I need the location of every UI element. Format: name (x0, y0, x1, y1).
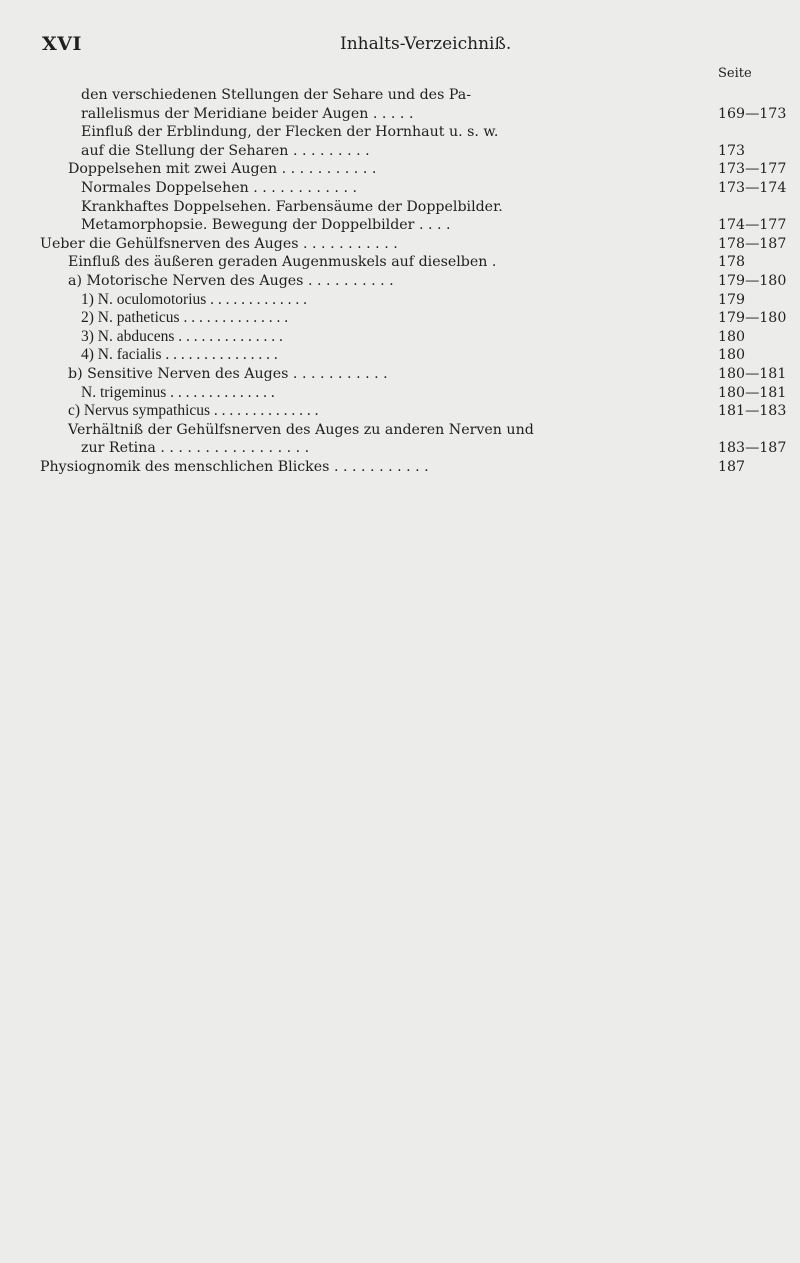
toc-entry-pages: 180 (718, 347, 746, 364)
toc-entry-pages: 180 (718, 328, 746, 345)
toc-entry-pages: 181—183 (718, 403, 787, 420)
toc-entry-text: Einfluß des äußeren geraden Augenmuskels auf dieselben . (68, 254, 497, 271)
toc-entry (40, 142, 770, 161)
toc-entry (40, 328, 770, 347)
toc-entry-pages: 173 (718, 142, 746, 159)
toc-entry-text: den verschiedenen Stellungen der Sehare und des Pa- (81, 87, 472, 103)
toc-entry-pages: 187 (718, 458, 746, 475)
toc-entry-pages: 179—180 (718, 310, 787, 327)
toc-entry-text: 2) N. patheticus . . . . . . . . . . . . . . (81, 309, 289, 327)
table-of-contents (40, 86, 787, 476)
toc-entry-pages: 173—174 (718, 179, 787, 196)
toc-entry-text: 1) N. oculomotorius . . . . . . . . . . . . . (81, 290, 308, 308)
toc-entry-text: Krankhaftes Doppelsehen. Farbensäume der Doppelbilder. (81, 198, 503, 215)
toc-entry-pages: 179 (718, 291, 746, 308)
toc-entry-text: N. trigeminus . . . . . . . . . . . . . . (81, 383, 275, 401)
toc-entry (40, 179, 787, 198)
toc-entry-text: c) Nervus sympathicus . . . . . . . . . . . . . . (68, 402, 319, 420)
toc-entry-text: b) Sensitive Nerven des Auges . . . . . . . . . . . (68, 365, 388, 382)
toc-entry (40, 105, 787, 124)
running-title: Inhalts-Verzeichniß. (340, 34, 512, 54)
toc-entry-pages: 169—173 (718, 105, 787, 122)
toc-entry (40, 253, 770, 272)
toc-entry-text: Doppelsehen mit zwei Augen . . . . . . . . . . . (68, 161, 377, 178)
toc-entry (40, 86, 770, 105)
toc-entry (40, 309, 787, 328)
toc-entry (40, 458, 770, 477)
toc-entry-pages: 178 (718, 254, 746, 271)
toc-entry-pages: 183—187 (718, 440, 787, 457)
toc-entry-text: Physiognomik des menschlichen Blickes . . . . . . . . . . . (40, 458, 429, 475)
toc-entry-text: Metamorphopsie. Bewegung der Doppelbilder . . . . (81, 217, 451, 234)
toc-entry (40, 439, 787, 458)
toc-entry-text: 4) N. facialis . . . . . . . . . . . . . . . (81, 346, 278, 364)
toc-entry-text: Ueber die Gehülfsnerven des Auges . . . . . . . . . . . (40, 235, 398, 252)
toc-entry (40, 402, 787, 421)
toc-entry-text: rallelismus der Meridiane beider Augen . . . . . (81, 105, 414, 122)
toc-entry-text: 3) N. abducens . . . . . . . . . . . . . . (81, 327, 283, 345)
toc-entry-pages: 173—177 (718, 161, 787, 178)
toc-entry-text: a) Motorische Nerven des Auges . . . . . . . . . . (68, 272, 394, 289)
toc-entry (40, 160, 787, 179)
toc-entry-pages: 174—177 (718, 217, 787, 234)
toc-entry (40, 198, 770, 217)
toc-entry-pages: 180—181 (718, 384, 787, 401)
toc-entry (40, 272, 787, 291)
toc-entry (40, 383, 787, 403)
toc-entry-text: Normales Doppelsehen . . . . . . . . . . . . (81, 179, 357, 196)
toc-entry-text: zur Retina . . . . . . . . . . . . . . . . . (81, 440, 310, 457)
page-number: XVI (42, 33, 82, 55)
toc-entry (40, 421, 770, 440)
toc-entry (40, 365, 787, 384)
toc-entry (40, 235, 787, 254)
toc-entry (40, 291, 770, 310)
toc-entry (40, 123, 770, 142)
toc-entry-pages: 179—180 (718, 272, 787, 289)
toc-entry (40, 216, 787, 235)
toc-entry-pages: 178—187 (718, 235, 787, 252)
page-column-label: Seite (718, 66, 752, 81)
toc-entry-text: auf die Stellung der Seharen . . . . . . . . . (81, 142, 370, 159)
toc-entry-text: Einfluß der Erblindung, der Flecken der Hornhaut u. s. w. (81, 124, 499, 141)
toc-entry (40, 346, 770, 365)
toc-entry-pages: 180—181 (718, 365, 787, 382)
toc-entry-text: Verhältniß der Gehülfsnerven des Auges zu anderen Nerven und (68, 421, 534, 438)
